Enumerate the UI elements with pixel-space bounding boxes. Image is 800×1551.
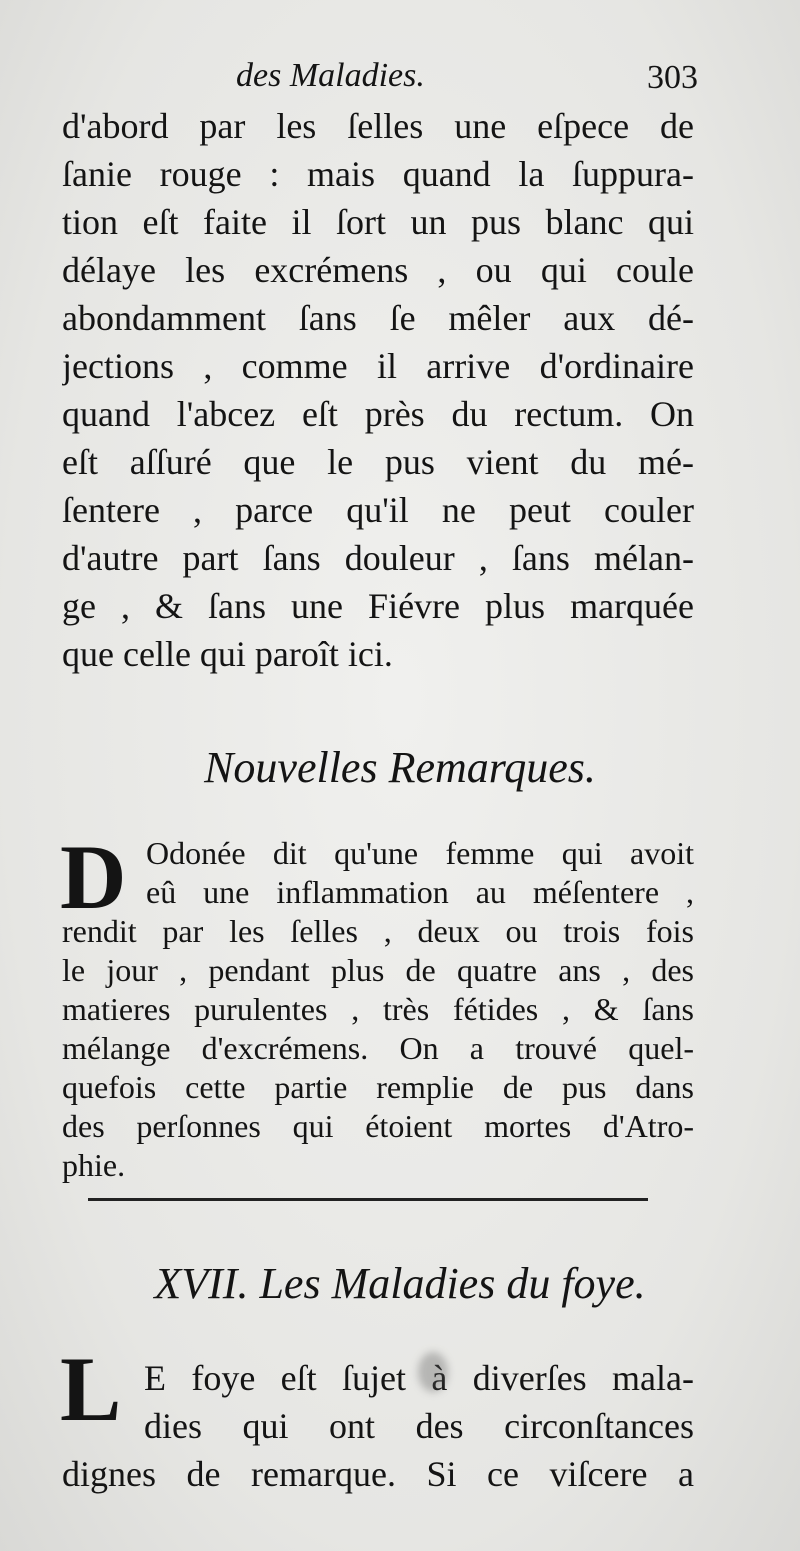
text-line: ſanie rouge : mais quand la ſuppura- (62, 154, 694, 194)
running-head: des Maladies. (236, 57, 425, 94)
text-line: quand l'abcez eſt près du rectum. On (62, 394, 694, 434)
ink-smudge (418, 1352, 448, 1392)
text-line: E foye eſt ſujet à diverſes mala- (144, 1358, 694, 1398)
text-line: mélange d'excrémens. On a trouvé quel- (62, 1030, 694, 1066)
text-line: rendit par les ſelles , deux ou trois fois (62, 913, 694, 949)
text-line: dies qui ont des circonſtances (144, 1406, 694, 1446)
text-line: eſt aſſuré que le pus vient du mé- (62, 442, 694, 482)
text-line: eû une inflammation au méſentere , (146, 874, 694, 910)
text-line: ſentere , parce qu'il ne peut couler (62, 490, 694, 530)
drop-cap: D (60, 826, 127, 928)
text-line: que celle qui paroît ici. (62, 634, 393, 674)
text-line: phie. (62, 1147, 126, 1183)
text-line: le jour , pendant plus de quatre ans , des (62, 952, 694, 988)
page-number: 303 (647, 59, 698, 96)
remarks-heading: Nouvelles Remarques. (204, 743, 596, 792)
text-line: Odonée dit qu'une femme qui avoit (146, 835, 694, 871)
text-line: d'abord par les ſelles une eſpece de (62, 106, 694, 146)
text-line: des perſonnes qui étoient mortes d'Atro- (62, 1108, 694, 1144)
chapter-heading: XVII. Les Maladies du foye. (154, 1259, 646, 1308)
text-line: matieres purulentes , très fétides , & ſans (62, 991, 694, 1027)
text-line: ge , & ſans une Fiévre plus marquée (62, 586, 694, 626)
text-line: délaye les excrémens , ou qui coule (62, 250, 694, 290)
text-line: d'autre part ſans douleur , ſans mélan- (62, 538, 694, 578)
text-line: jections , comme il arrive d'ordinaire (62, 346, 694, 386)
drop-cap: L (60, 1338, 122, 1440)
text-line: abondamment ſans ſe mêler aux dé- (62, 298, 694, 338)
section-divider (88, 1198, 648, 1201)
text-line: tion eſt faite il ſort un pus blanc qui (62, 202, 694, 242)
text-line: quefois cette partie remplie de pus dans (62, 1069, 694, 1105)
text-line: dignes de remarque. Si ce viſcere a (62, 1454, 694, 1494)
